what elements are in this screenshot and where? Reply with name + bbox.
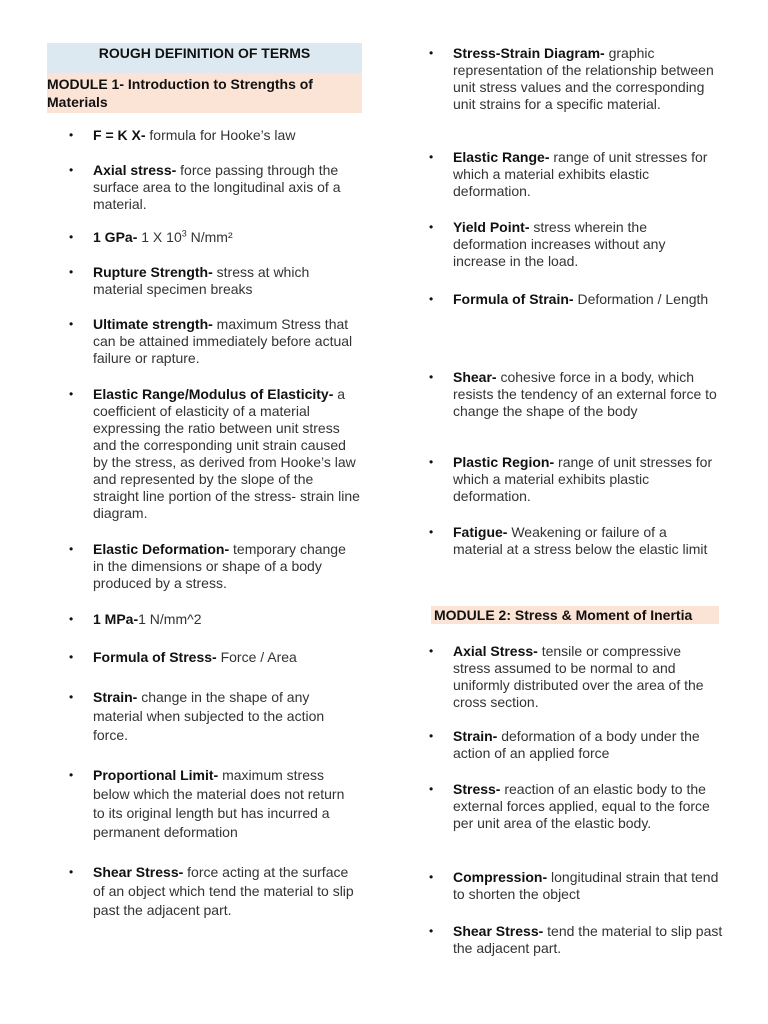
- bullet: •: [69, 163, 74, 177]
- term: Compression-: [453, 869, 548, 885]
- definition: longitudinal strain that tend to shorten the object: [453, 869, 719, 902]
- bullet: •: [429, 46, 434, 60]
- definition: tensile or compressive stress assumed to be normal to and uniformly distributed over the area of the cross section.: [453, 643, 704, 710]
- list-item: [429, 149, 723, 200]
- definition: stress at which material specimen breaks: [93, 264, 310, 297]
- list-item: [69, 264, 348, 298]
- list-item: [429, 923, 723, 957]
- term: Fatigue-: [453, 524, 508, 540]
- list-item: [429, 290, 723, 309]
- module-1-heading: MODULE 1- Introduction to Strengths of Materials: [47, 73, 362, 113]
- definition: Force / Area: [216, 649, 297, 665]
- bullet: •: [69, 387, 74, 401]
- list-item: [69, 766, 353, 842]
- definition: cohesive force in a body, which resists the tendency of an external force to change the shape of the body: [453, 369, 717, 419]
- list-item: [69, 127, 363, 144]
- term: F = K X-: [93, 127, 146, 143]
- bullet: •: [429, 782, 434, 796]
- definition: tend the material to slip past the adjacent part.: [453, 923, 723, 956]
- definition: range of unit stresses for which a material exhibits plastic deformation.: [453, 454, 713, 504]
- definition: force passing through the surface area to the longitudinal axis of a material.: [93, 162, 341, 212]
- list-item: [69, 541, 358, 592]
- term: Formula of Strain-: [453, 291, 574, 307]
- term: Stress-: [453, 781, 501, 797]
- definition-unit: N/mm²: [186, 229, 233, 245]
- list-item: [69, 386, 363, 522]
- list-item: [429, 781, 715, 832]
- bullet: •: [69, 768, 74, 782]
- superscript: 3: [181, 228, 187, 239]
- bullet: •: [69, 230, 74, 244]
- definition: 1 N/mm^2: [138, 611, 202, 627]
- term: Plastic Region-: [453, 454, 555, 470]
- bullet: •: [69, 542, 74, 556]
- bullet: •: [69, 865, 74, 879]
- bullet: •: [429, 644, 434, 658]
- list-item: [429, 524, 715, 558]
- bullet: •: [69, 265, 74, 279]
- list-item: [69, 863, 358, 920]
- definition: 1 X 10: [137, 229, 182, 245]
- list-item: [429, 454, 723, 505]
- bullet: •: [429, 870, 434, 884]
- term: Strain-: [453, 728, 498, 744]
- list-item: [69, 228, 353, 246]
- definition: temporary change in the dimensions or shape of a body produced by a stress.: [93, 541, 346, 591]
- definition: stress wherein the deformation increases without any increase in the load.: [453, 219, 666, 269]
- list-item: [429, 219, 715, 270]
- definition: formula for Hooke’s law: [145, 127, 296, 143]
- list-item: [429, 869, 723, 903]
- bullet: •: [429, 150, 434, 164]
- bullet: •: [429, 455, 434, 469]
- term: Axial Stress-: [453, 643, 538, 659]
- definition: range of unit stresses for which a material exhibits elastic deformation.: [453, 149, 708, 199]
- bullet: •: [429, 370, 434, 384]
- definition: change in the shape of any material when subjected to the action force.: [93, 689, 325, 743]
- definition: maximum stress below which the material does not return to its original length but has incurred a permanent deformation: [93, 767, 345, 840]
- definition: Weakening or failure of a material at a stress below the elastic limit: [453, 524, 708, 557]
- bullet: •: [69, 650, 74, 664]
- list-item: [429, 643, 715, 711]
- term: Shear-: [453, 369, 497, 385]
- list-item: [429, 45, 715, 113]
- definition: graphic representation of the relationship between unit stress values and the corresponding unit strains for a specific material.: [453, 45, 714, 112]
- list-item: [69, 162, 353, 213]
- term: Elastic Range/Modulus of Elasticity-: [93, 386, 334, 402]
- term: Shear Stress-: [93, 864, 184, 880]
- term: Shear Stress-: [453, 923, 544, 939]
- term: Formula of Stress-: [93, 649, 217, 665]
- list-item: [69, 688, 348, 745]
- bullet: •: [69, 690, 74, 704]
- list-item: [69, 611, 353, 628]
- term: Stress-Strain Diagram-: [453, 45, 605, 61]
- definition: Deformation / Length: [573, 291, 709, 307]
- bullet: •: [429, 220, 434, 234]
- definition: a coefficient of elasticity of a material expressing the ratio between unit stress and the corresponding unit strain caused by the stress, as derived from Hooke’s law and represented by the slope of the straight line portion of the stress- strain line diagram.: [93, 386, 360, 521]
- bullet: •: [69, 612, 74, 626]
- bullet: •: [69, 128, 74, 142]
- definition: reaction of an elastic body to the external forces applied, equal to the force per unit area of the elastic body.: [453, 781, 710, 831]
- term: Elastic Deformation-: [93, 541, 230, 557]
- list-item: [429, 369, 723, 420]
- term: Strain-: [93, 689, 138, 705]
- term: 1 GPa-: [93, 229, 138, 245]
- list-item: [429, 728, 715, 762]
- bullet: •: [69, 317, 74, 331]
- term: Yield Point-: [453, 219, 530, 235]
- bullet: •: [429, 292, 434, 306]
- list-item: [69, 649, 353, 666]
- module-2-heading: MODULE 2: Stress & Moment of Inertia: [431, 606, 719, 624]
- definition: maximum Stress that can be attained immediately before actual failure or rapture.: [93, 316, 353, 366]
- term: 1 MPa-: [93, 611, 139, 627]
- list-item: [69, 316, 353, 367]
- term: Ultimate strength-: [93, 316, 213, 332]
- bullet: •: [429, 924, 434, 938]
- term: Proportional Limit-: [93, 767, 219, 783]
- term: Elastic Range-: [453, 149, 550, 165]
- term: Rupture Strength-: [93, 264, 213, 280]
- definition: deformation of a body under the action of an applied force: [453, 728, 700, 761]
- page-title: ROUGH DEFINITION OF TERMS: [47, 43, 362, 73]
- definition: force acting at the surface of an object which tend the material to slip past the adjacent part.: [93, 864, 354, 918]
- bullet: •: [429, 525, 434, 539]
- bullet: •: [429, 729, 434, 743]
- term: Axial stress-: [93, 162, 177, 178]
